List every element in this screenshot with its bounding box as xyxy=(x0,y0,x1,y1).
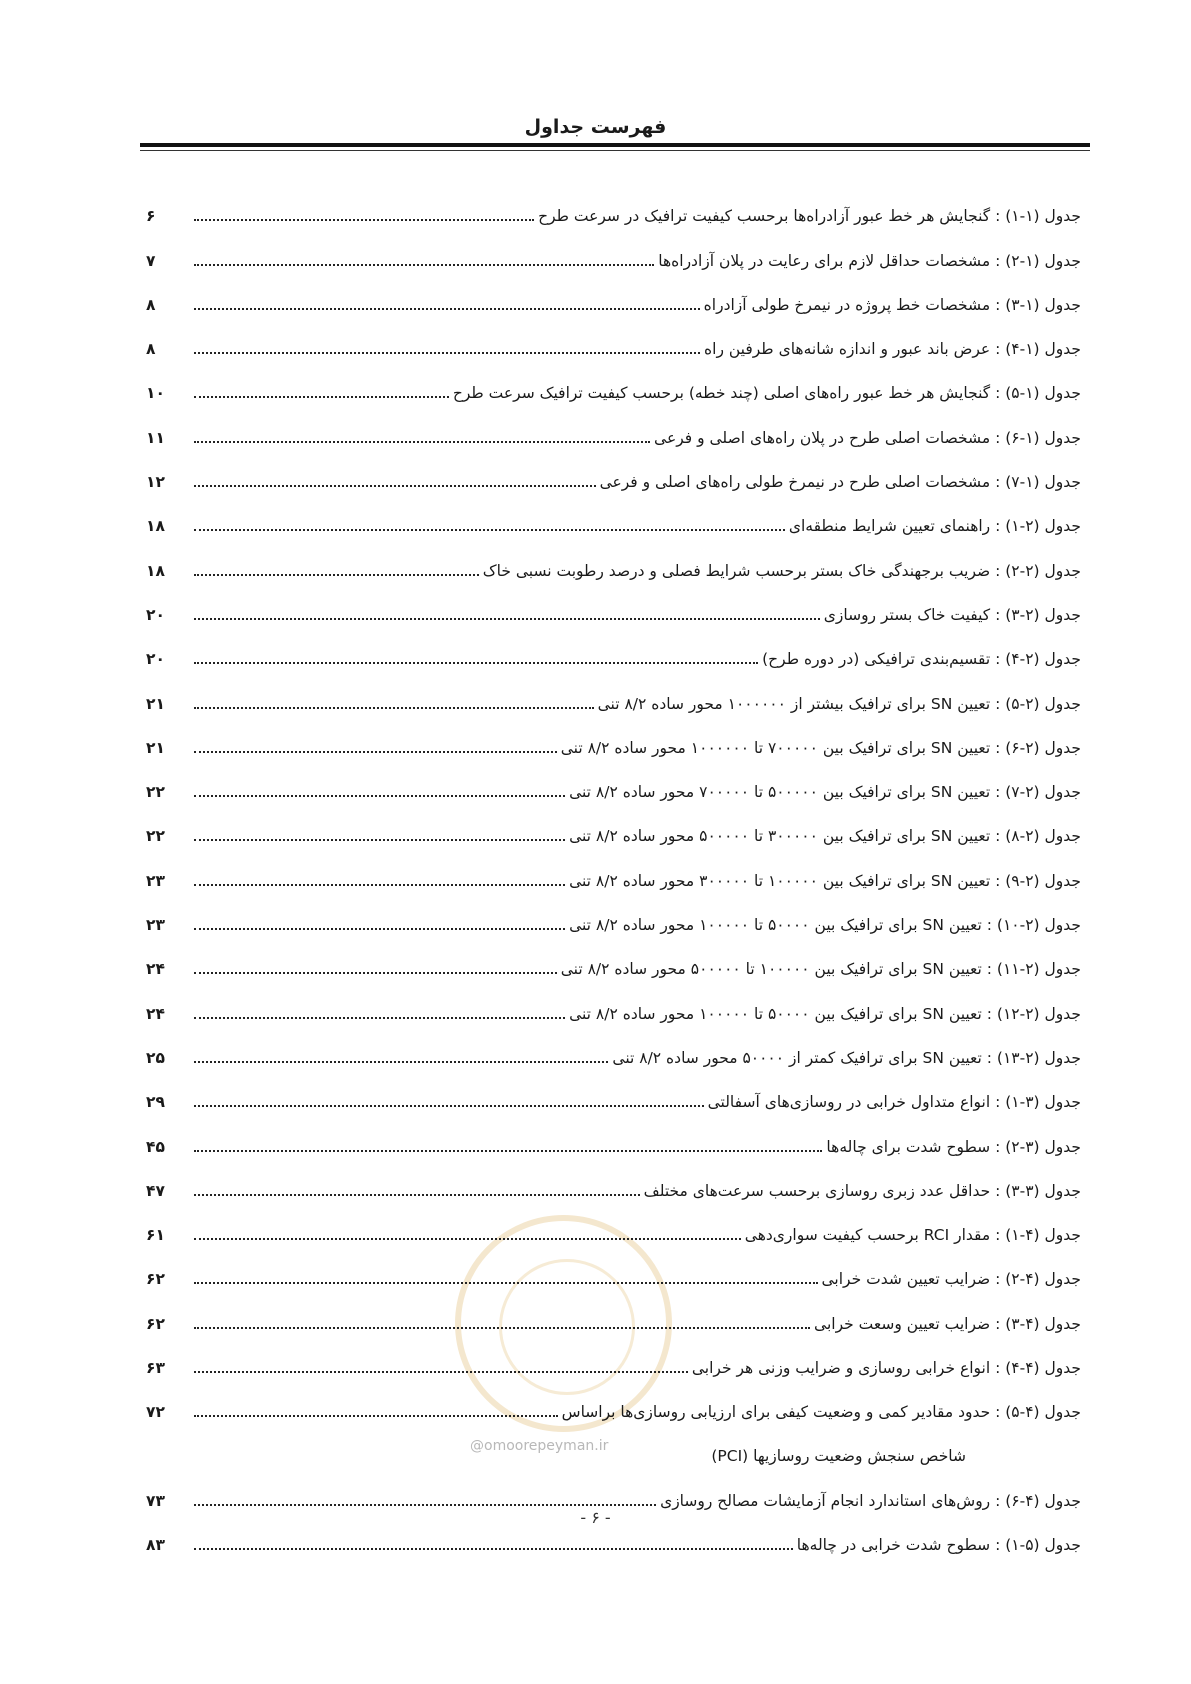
toc-entry-label: جدول (۱-۲) : مشخصات حداقل لازم برای رعایت در پلان آزادراه‌ها xyxy=(658,251,1081,270)
toc-dot-leader xyxy=(194,1371,688,1373)
toc-dot-leader xyxy=(194,1415,558,1417)
toc-dot-leader xyxy=(194,1017,565,1019)
toc-entry-label: جدول (۲-۸) : تعیین SN برای ترافیک بین ۳۰۰۰۰۰ تا ۵۰۰۰۰۰ محور ساده ۸/۲ تنی xyxy=(569,827,1081,846)
toc-entry-page: ۶ xyxy=(146,207,156,226)
toc-entry-label: جدول (۴-۶) : روش‌های استاندارد انجام آزمایشات مصالح روسازی xyxy=(660,1491,1081,1510)
toc-dot-leader xyxy=(194,795,565,797)
toc-entry-page: ۲۰ xyxy=(146,605,165,624)
toc-entry-label: جدول (۲-۷) : تعیین SN برای ترافیک بین ۵۰۰۰۰۰ تا ۷۰۰۰۰۰ محور ساده ۸/۲ تنی xyxy=(569,783,1081,802)
toc-entry-page: ۱۸ xyxy=(146,561,165,580)
toc-entry[interactable] xyxy=(146,226,1081,270)
toc-entry[interactable] xyxy=(146,935,1081,979)
toc-entry-label: جدول (۳-۳) : حداقل عدد زبری روسازی برحسب سرعت‌های مختلف xyxy=(643,1181,1081,1200)
toc-dot-leader xyxy=(194,839,565,841)
toc-dot-leader xyxy=(194,574,479,576)
toc-entry[interactable] xyxy=(146,758,1081,802)
toc-entry-page: ۷۳ xyxy=(146,1491,165,1510)
toc-entry-label: جدول (۲-۱۱) : تعیین SN برای ترافیک بین ۱۰۰۰۰۰ تا ۵۰۰۰۰۰ محور ساده ۸/۲ تنی xyxy=(560,960,1081,979)
toc-entry[interactable] xyxy=(146,448,1081,492)
toc-entry-label: جدول (۴-۴) : انواع خرابی روسازی و ضرایب وزنی هر خرابی xyxy=(691,1359,1081,1378)
toc-dot-leader xyxy=(194,396,449,398)
toc-entry[interactable] xyxy=(146,1334,1081,1378)
toc-entry-label: جدول (۲-۹) : تعیین SN برای ترافیک بین ۱۰۰۰۰۰ تا ۳۰۰۰۰۰ محور ساده ۸/۲ تنی xyxy=(569,871,1081,890)
toc-entry[interactable] xyxy=(146,271,1081,315)
toc-dot-leader xyxy=(194,751,557,753)
toc-entry-page: ۶۲ xyxy=(146,1270,165,1289)
toc-dot-leader xyxy=(194,1238,741,1240)
toc-entry[interactable] xyxy=(146,802,1081,846)
toc-entry-page: ۱۱ xyxy=(146,428,165,447)
toc-entry-label: جدول (۴-۵) : حدود مقادیر کمی و وضعیت کیفی برای ارزیابی روسازی‌ها براساس xyxy=(561,1403,1081,1422)
toc-entry[interactable] xyxy=(146,846,1081,890)
toc-entry-label: جدول (۲-۵) : تعیین SN برای ترافیک بیشتر از ۱۰۰۰۰۰۰ محور ساده ۸/۲ تنی xyxy=(597,694,1081,713)
toc-entry-label: جدول (۴-۲) : ضرایب تعیین شدت خرابی xyxy=(821,1270,1081,1289)
toc-entry-page: ۶۱ xyxy=(146,1226,165,1245)
toc-entry-page: ۸ xyxy=(146,340,156,359)
toc-dot-leader xyxy=(194,529,785,531)
toc-entry[interactable] xyxy=(146,492,1081,536)
toc-entry-page: ۴۵ xyxy=(146,1137,165,1156)
toc-entry-page: ۲۴ xyxy=(146,1004,165,1023)
toc-dot-leader xyxy=(194,352,700,354)
toc-entry-page: ۱۲ xyxy=(146,473,165,492)
toc-entry-page: ۶۲ xyxy=(146,1314,165,1333)
toc-entry[interactable] xyxy=(146,1112,1081,1156)
toc-dot-leader xyxy=(194,1282,818,1284)
toc-entry[interactable] xyxy=(146,1245,1081,1289)
toc-dot-leader xyxy=(194,662,758,664)
toc-entry-page: ۲۱ xyxy=(146,738,165,757)
toc-entry-page: ۲۳ xyxy=(146,871,165,890)
toc-entry-label: جدول (۱-۴) : عرض باند عبور و اندازه شانه‌های طرفین راه xyxy=(704,340,1081,359)
toc-entry-label: جدول (۲-۱۲) : تعیین SN برای ترافیک بین ۵۰۰۰۰ تا ۱۰۰۰۰۰ محور ساده ۸/۲ تنی xyxy=(569,1004,1081,1023)
toc-entry[interactable] xyxy=(146,891,1081,935)
toc-entry[interactable] xyxy=(146,1157,1081,1201)
toc-entry[interactable] xyxy=(146,1378,1081,1422)
toc-entry[interactable] xyxy=(146,536,1081,580)
toc-entry-continuation: شاخص سنجش وضعیت روسازیها (PCI) xyxy=(711,1447,966,1466)
toc-entry[interactable] xyxy=(146,979,1081,1023)
toc-entry[interactable] xyxy=(146,1289,1081,1333)
toc-entry-label: جدول (۲-۱) : راهنمای تعیین شرایط منطقه‌ای xyxy=(788,517,1081,536)
toc-entry-page: ۲۳ xyxy=(146,916,165,935)
toc-entry[interactable] xyxy=(146,625,1081,669)
toc-entry-page: ۷ xyxy=(146,251,156,270)
watermark: @omoorepeyman.ir xyxy=(470,1438,609,1454)
toc-entry-page: ۲۹ xyxy=(146,1093,165,1112)
toc-entry-label: جدول (۲-۶) : تعیین SN برای ترافیک بین ۷۰۰۰۰۰ تا ۱۰۰۰۰۰۰ محور ساده ۸/۲ تنی xyxy=(560,738,1081,757)
toc-entry-label: جدول (۳-۲) : سطوح شدت برای چاله‌ها xyxy=(826,1137,1081,1156)
toc-entry-page: ۲۵ xyxy=(146,1048,165,1067)
toc-entry-label: جدول (۱-۳) : مشخصات خط پروژه در نیمرخ طولی آزادراه xyxy=(703,295,1081,314)
table-of-contents xyxy=(146,182,1081,1555)
toc-dot-leader xyxy=(194,441,650,443)
toc-entry-page: ۲۱ xyxy=(146,694,165,713)
title-rule-thin xyxy=(140,150,1090,151)
page-title: فهرست جداول xyxy=(524,116,667,138)
toc-entry-label: جدول (۵-۱) : سطوح شدت خرابی در چاله‌ها xyxy=(796,1535,1081,1554)
toc-dot-leader xyxy=(194,485,596,487)
toc-entry-label: جدول (۳-۱) : انواع متداول خرابی در روسازی‌های آسفالتی xyxy=(707,1093,1081,1112)
page-number: - ۶ - xyxy=(580,1508,611,1527)
toc-dot-leader xyxy=(194,1061,608,1063)
toc-entry-page: ۱۰ xyxy=(146,384,165,403)
toc-dot-leader xyxy=(194,707,594,709)
toc-dot-leader xyxy=(194,308,700,310)
toc-entry[interactable] xyxy=(146,1466,1081,1510)
toc-entry-page: ۱۸ xyxy=(146,517,165,536)
toc-entry-label: جدول (۱-۶) : مشخصات اصلی طرح در پلان راه‌های اصلی و فرعی xyxy=(654,428,1081,447)
toc-entry[interactable] xyxy=(146,182,1081,226)
toc-entry-page: ۲۲ xyxy=(146,783,165,802)
toc-dot-leader xyxy=(194,884,565,886)
toc-entry[interactable] xyxy=(146,581,1081,625)
toc-entry-page: ۶۳ xyxy=(146,1359,165,1378)
toc-entry-page: ۲۰ xyxy=(146,650,165,669)
toc-entry-label: جدول (۱-۵) : گنجایش هر خط عبور راه‌های اصلی (چند خطه) برحسب کیفیت ترافیک سرعت طرح xyxy=(452,384,1081,403)
toc-entry[interactable] xyxy=(146,359,1081,403)
toc-entry-label: جدول (۲-۳) : کیفیت خاک بستر روسازی xyxy=(823,605,1081,624)
toc-entry[interactable] xyxy=(146,1068,1081,1112)
toc-dot-leader xyxy=(194,1548,793,1550)
title-rule-thick xyxy=(140,143,1090,147)
toc-dot-leader xyxy=(194,1327,810,1329)
toc-dot-leader xyxy=(194,1504,656,1506)
toc-entry[interactable] xyxy=(146,1201,1081,1245)
toc-dot-leader xyxy=(194,618,820,620)
toc-entry[interactable] xyxy=(146,1024,1081,1068)
toc-entry-label: جدول (۲-۱۳) : تعیین SN برای ترافیک کمتر از ۵۰۰۰۰ محور ساده ۸/۲ تنی xyxy=(612,1048,1081,1067)
toc-dot-leader xyxy=(194,928,565,930)
toc-dot-leader xyxy=(194,1194,640,1196)
toc-entry-page: ۲۲ xyxy=(146,827,165,846)
toc-entry-label: جدول (۱-۱) : گنجایش هر خط عبور آزادراه‌ها برحسب کیفیت ترافیک در سرعت طرح xyxy=(538,207,1081,226)
toc-dot-leader xyxy=(194,264,654,266)
toc-dot-leader xyxy=(194,972,557,974)
toc-entry-page: ۸۳ xyxy=(146,1535,165,1554)
toc-entry[interactable] xyxy=(146,714,1081,758)
toc-entry-label: جدول (۲-۲) : ضریب برجهندگی خاک بستر برحسب شرایط فصلی و درصد رطوبت نسبی خاک xyxy=(482,561,1081,580)
toc-entry[interactable] xyxy=(146,669,1081,713)
toc-entry-page: ۴۷ xyxy=(146,1181,165,1200)
toc-entry-label: جدول (۲-۱۰) : تعیین SN برای ترافیک بین ۵۰۰۰۰ تا ۱۰۰۰۰۰ محور ساده ۸/۲ تنی xyxy=(569,916,1081,935)
toc-entry[interactable] xyxy=(146,403,1081,447)
toc-entry-label: جدول (۴-۳) : ضرایب تعیین وسعت خرابی xyxy=(814,1314,1081,1333)
toc-dot-leader xyxy=(194,1150,822,1152)
toc-dot-leader xyxy=(194,219,534,221)
toc-entry-label: جدول (۲-۴) : تقسیم‌بندی ترافیکی (در دوره طرح) xyxy=(762,650,1081,669)
toc-entry-label: جدول (۱-۷) : مشخصات اصلی طرح در نیمرخ طولی راه‌های اصلی و فرعی xyxy=(599,473,1081,492)
toc-entry-page: ۷۲ xyxy=(146,1403,165,1422)
toc-entry-page: ۸ xyxy=(146,295,156,314)
toc-entry-page: ۲۴ xyxy=(146,960,165,979)
toc-entry[interactable] xyxy=(146,315,1081,359)
toc-dot-leader xyxy=(194,1105,704,1107)
toc-entry-label: جدول (۴-۱) : مقدار RCI برحسب کیفیت سواری‌دهی xyxy=(744,1226,1081,1245)
